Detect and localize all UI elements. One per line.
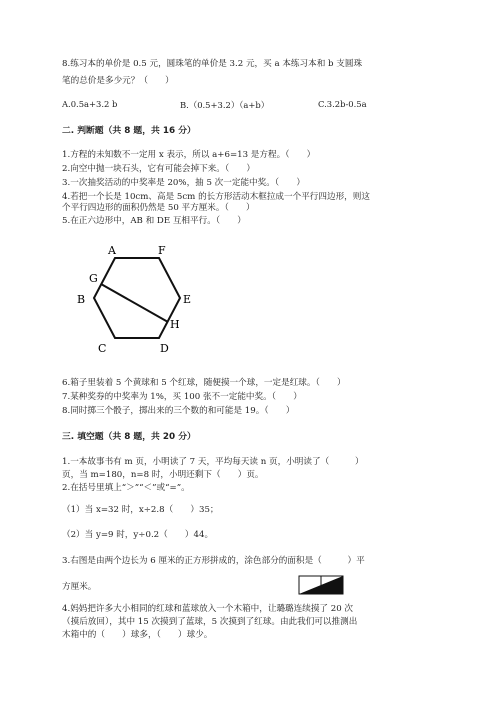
judge-question-3: 3.一次抽奖活动的中奖率是 20%，抽 5 次一定能中奖。（ ）	[62, 178, 305, 188]
question-8-line-2: 笔的总价是多少元？（ ）	[62, 76, 174, 86]
vertex-label-b: B	[77, 293, 86, 306]
judge-question-2: 2.向空中抛一块石头，它有可能会掉下来。（ ）	[62, 164, 255, 174]
vertex-label-c: C	[98, 342, 107, 355]
fill-question-4-line-1: 4.妈妈把许多大小相同的红球和蓝球放入一个木箱中，让璐璐连续摸了 20 次	[62, 604, 354, 614]
option-b: B.（0.5+3.2）（a+b）	[180, 100, 270, 110]
question-8-line-1: 8.练习本的单价是 0.5 元，圆珠笔的单价是 3.2 元，买 a 本练习本和 b 支圆珠	[62, 59, 363, 69]
vertex-label-h: H	[170, 318, 180, 331]
judge-question-4-line-2: 个平行四边形的面积仍然是 50 平方厘米。（ ）	[62, 203, 255, 213]
judge-question-5: 5.在正六边形中，AB 和 DE 互相平行。（ ）	[62, 216, 246, 226]
section-2-title: 二. 判断题（共 8 题，共 16 分）	[62, 126, 196, 136]
hexagon-figure	[62, 242, 222, 362]
judge-question-7: 7.某种奖券的中奖率为 1%，买 100 张不一定能中奖。（ ）	[62, 392, 302, 402]
fill-question-3-line-2: 方厘米。	[62, 582, 97, 592]
fill-question-1-line-1: 1.一本故事书有 m 页，小明读了 7 天，平均每天读 n 页，小明读了（ ）	[62, 457, 364, 467]
fill-question-1-line-2: 页，当 m=180，n=8 时，小明还剩下（ ）页。	[62, 470, 264, 480]
judge-question-4-line-1: 4.若把一个长是 10cm、高是 5cm 的长方形活动木框拉成一个平行四边形，则这	[62, 192, 370, 202]
two-squares-figure	[298, 575, 344, 595]
vertex-label-f: F	[158, 244, 166, 257]
vertex-label-d: D	[160, 342, 169, 355]
fill-question-4-line-3: 木箱中的（ ）球多，（ ）球少。	[62, 630, 213, 640]
judge-question-1: 1.方程的未知数不一定用 x 表示，所以 a+6=13 是方程。（ ）	[62, 150, 316, 160]
vertex-label-e: E	[183, 293, 192, 306]
fill-question-3-line-1: 3.右图是由两个边长为 6 厘米的正方形拼成的，涂色部分的面积是（ ）平	[62, 556, 365, 566]
judge-question-8: 8.同时掷三个骰子，掷出来的三个数的和可能是 19。（ ）	[62, 406, 295, 416]
fill-question-2-part-2: （2）当 y=9 时，y÷0.2（ ）44。	[62, 530, 214, 540]
option-a: A.0.5a+3.2 b	[62, 99, 118, 109]
vertex-label-a: A	[108, 244, 116, 257]
vertex-label-g: G	[89, 272, 98, 285]
segment-gh	[101, 284, 168, 322]
hexagon-shape	[94, 258, 180, 338]
section-3-title: 三. 填空题（共 8 题，共 20 分）	[62, 432, 196, 442]
fill-question-2-part-1: （1）当 x=32 时，x÷2.8（ ）35；	[62, 505, 219, 515]
fill-question-4-line-2: （摸后放回），其中 15 次摸到了蓝球，5 次摸到了红球。由此我们可以推测出	[62, 617, 358, 627]
option-c: C.3.2b-0.5a	[318, 99, 367, 109]
judge-question-6: 6.箱子里装着 5 个黄球和 5 个红球，随便摸一个球，一定是红球。（ ）	[62, 378, 346, 388]
fill-question-2: 2.在括号里填上“＞”“＜”或“=”。	[62, 483, 190, 493]
